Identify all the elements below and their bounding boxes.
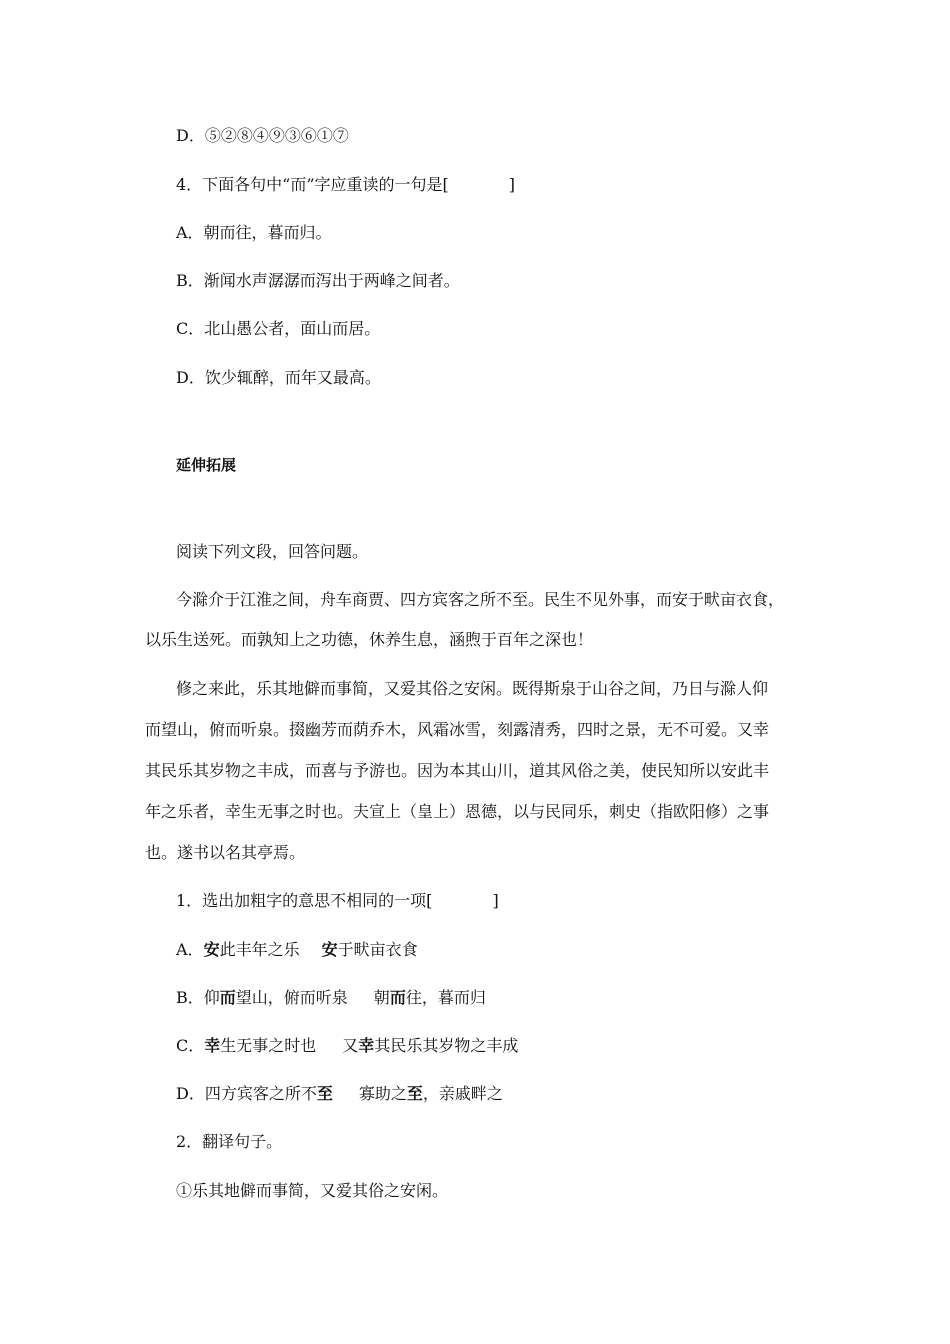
- phrase-text: 寡助之: [358, 1084, 407, 1103]
- bold-char: 而: [389, 988, 406, 1007]
- q2-item-1: ①乐其地僻而事简，又爱其俗之安闲。: [176, 1181, 449, 1200]
- q4-option-d: D．饮少辄醉，而年又最高。: [176, 368, 381, 387]
- passage-p2-line-1: 修之来此，乐其地僻而事简，又爱其俗之安闲。既得斯泉于山谷之间，乃日与滁人仰: [176, 679, 769, 698]
- bold-char: 安: [203, 940, 220, 959]
- bold-char: 而: [219, 988, 236, 1007]
- q2-stem: 2．翻译句子。: [176, 1132, 283, 1151]
- q1-option-c: [176, 1036, 518, 1056]
- option-label: C．: [176, 1036, 205, 1055]
- q4-stem-text: 4．下面各句中“而”字应重读的一句是[: [176, 175, 449, 194]
- q4-stem-close: ]: [508, 175, 516, 194]
- bold-char: 幸: [358, 1036, 375, 1055]
- bold-char: 至: [406, 1084, 423, 1103]
- passage-p2-line-5: 也。遂书以名其亭焉。: [145, 843, 306, 862]
- phrase-text: 朝: [373, 988, 390, 1007]
- bold-char: 幸: [204, 1036, 221, 1055]
- q4-option-c: C．北山愚公者，面山而居。: [176, 319, 381, 338]
- phrase-text: 望山，俯而听泉: [235, 988, 348, 1007]
- option-label: D．四方宾客之所不: [176, 1084, 317, 1103]
- passage-p2-line-2: 而望山，俯而听泉。掇幽芳而荫乔木，风霜冰雪，刻露清秀，四时之景，无不可爱。又幸: [145, 720, 770, 739]
- option-label: B．仰: [176, 988, 220, 1007]
- q1-option-a: [176, 940, 418, 960]
- section-heading: 延伸拓展: [176, 456, 237, 474]
- phrase-text: 此丰年之乐: [219, 940, 300, 959]
- q1-option-b: [176, 988, 486, 1008]
- bold-char: 至: [316, 1084, 333, 1103]
- phrase-text: 其民乐其岁物之丰成: [374, 1036, 519, 1055]
- phrase-text: 生无事之时也: [220, 1036, 317, 1055]
- option-label: A．: [176, 940, 204, 959]
- q4-stem: [176, 175, 515, 195]
- phrase-text: ，亲戚畔之: [422, 1084, 503, 1103]
- q4-option-a: A．朝而往，暮而归。: [176, 223, 332, 242]
- passage-p2-line-3: 其民乐其岁物之丰成，而喜与予游也。因为本其山川，道其风俗之美，使民知所以安此丰: [145, 761, 770, 780]
- passage-p2-line-4: 年之乐者，幸生无事之时也。夫宣上（皇上）恩德，以与民同乐，刺史（指欧阳修）之事: [145, 802, 770, 821]
- passage-p1-line-1: 今滁介于江淮之间，舟车商贾、四方宾客之所不至。民生不见外事，而安于畎亩衣食，: [176, 590, 785, 609]
- reading-instruction: 阅读下列文段，回答问题。: [176, 542, 369, 561]
- phrase-text: 往，暮而归: [405, 988, 486, 1007]
- q1-stem-text: 1．选出加粗字的意思不相同的一项[: [176, 891, 433, 910]
- q1-stem-close: ]: [492, 891, 499, 910]
- q3-option-d: D．⑤②⑧④⑨③⑥①⑦: [176, 126, 349, 145]
- passage-p1-line-2: 以乐生送死。而孰知上之功德，休养生息，涵煦于百年之深也！: [145, 630, 594, 649]
- bold-char: 安: [321, 940, 338, 959]
- q4-option-b: B．渐闻水声潺潺而泻出于两峰之间者。: [176, 271, 460, 290]
- q1-stem: [176, 891, 499, 911]
- phrase-text: 于畎亩衣食: [337, 940, 418, 959]
- phrase-text: 又: [342, 1036, 359, 1055]
- q1-option-d: [176, 1084, 503, 1104]
